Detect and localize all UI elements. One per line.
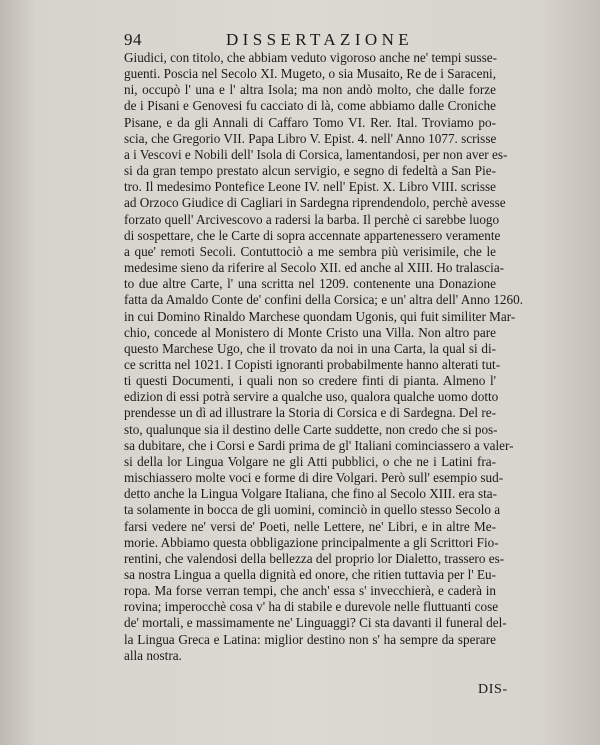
text-line: sto, qualunque sia il destino delle Carte suddette, non credo che si pos- <box>124 421 498 437</box>
text-line: ad Orzoco Giudice di Cagliari in Sardegna riprendendolo, perchè avesse <box>124 195 506 211</box>
text-line: mischiassero molte voci e forme di dire Volgari. Però sull' esempio sud- <box>124 470 504 486</box>
text-line: sa nostra Lingua a quella dignità ed onore, che ritien tuttavia per l' Eu- <box>124 567 496 582</box>
text-line: sa dubitare, che i Corsi e Sardi prima de gl' Italiani cominciassero a valer- <box>124 437 514 453</box>
text-line: detto anche la Lingua Volgare Italiana, che fino al Secolo XIII. era sta- <box>124 486 498 502</box>
text-line: si da gran tempo prestato alcun servigio, e segno di fedeltà a San Pie- <box>124 163 496 179</box>
text-line: ta solamente in bocca de gli uomini, cominciò in quello stesso Secolo a <box>124 502 501 518</box>
running-head: DISSERTAZIONE <box>226 30 414 49</box>
text-line: forzato quell' Arcivescovo a radersi la barba. Il perchè ci sarebbe luogo <box>124 211 500 227</box>
text-line: farsi vedere ne' versi de' Poeti, nelle Lettere, ne' Libri, e in altre Me- <box>124 518 496 534</box>
text-line: tro. Il medesimo Pontefice Leone IV. nell' Epist. X. Libro VIII. scrisse <box>124 179 496 195</box>
page-header <box>124 30 464 52</box>
catchword: DIS- <box>478 682 508 697</box>
show-through-text <box>124 626 496 686</box>
text-line: morie. Abbiamo questa obbligazione principalmente a gli Scrittori Fio- <box>124 534 499 550</box>
text-line: alla nostra. <box>124 647 182 663</box>
text-line: in cui Domino Rinaldo Marchese quondam Ugonis, qui fuit similiter Mar- <box>124 308 516 324</box>
text-line: ti questi Documenti, i quali non so credere finti di pianta. Almeno l' <box>124 373 496 389</box>
text-line: rovina; imperocchè cosa v' ha di stabile e durevole nelle fluttuanti cose <box>124 599 499 615</box>
body-text <box>124 50 523 664</box>
text-line: di sospettare, che le Carte di sopra accennate appartenessero veramente <box>124 227 501 243</box>
text-line: la Lingua Greca e Latina: miglior destino non s' ha sempre da sperare <box>124 631 496 647</box>
text-line: Giudici, con titolo, che abbiam veduto vigoroso anche ne' tempi susse- <box>124 50 498 65</box>
text-line: si della lor Lingua Volgare ne gli Atti pubblici, o che ne i Latini fra- <box>124 453 496 469</box>
text-line: fatta da Amaldo Conte de' confini della Corsica; e un' altra dell' Anno 1260. <box>124 292 523 308</box>
text-line: de' mortali, e massimamente ne' Linguaggi? Ci sta davanti il funeral del- <box>124 615 507 631</box>
text-line: a que' remoti Secoli. Contuttociò a me sembra più verisimile, che le <box>124 243 496 259</box>
text-line: questo Marchese Ugo, che il trovato da noi in una Carta, la qual si di- <box>124 340 496 356</box>
text-line: to due altre Carte, l' una scritta nel 1209. contenente una Donazione <box>124 276 496 292</box>
text-line: chio, concede al Monistero di Monte Cristo una Villa. Non altro pare <box>124 324 496 340</box>
text-line: ropa. Ma forse verran tempi, che anch' essa s' invecchierà, e caderà in <box>124 583 496 599</box>
text-line: a i Vescovi e Nobili dell' Isola di Corsica, lamentandosi, per non aver es- <box>124 146 508 162</box>
text-line: guenti. Poscia nel Secolo XI. Mugeto, o sia Musaito, Re de i Saraceni, <box>124 66 496 82</box>
text-line: prendesse un dì ad illustrare la Storia di Corsica e di Sardegna. Del re- <box>124 405 496 421</box>
text-line: rentini, che valendosi della bellezza del proprio lor Dialetto, trassero es- <box>124 550 505 566</box>
text-line: ni, occupò l' una e l' altra Isola; ma non andò molto, che dalle forze <box>124 82 496 98</box>
text-line: ce scritta nel 1021. I Copisti ignoranti probabilmente hanno alterati tut- <box>124 356 501 372</box>
text-line: scia, che Gregorio VII. Papa Libro V. Epist. 4. nell' Anno 1077. scrisse <box>124 130 497 146</box>
text-line: de i Pisani e Genovesi fu cacciato di là, come abbiamo dalle Croniche <box>124 98 496 114</box>
text-line: medesime sieno da riferire al Secolo XII. ed anche al XIII. Ho tralascia- <box>124 260 505 276</box>
text-line: edizion di essi potrà servire a qualche uso, qualora qualche uomo dotto <box>124 389 499 405</box>
text-line: Pisane, e da gli Annali di Caffaro Tomo VI. Rer. Ital. Troviamo po- <box>124 114 496 130</box>
page-number: 94 <box>124 30 142 49</box>
